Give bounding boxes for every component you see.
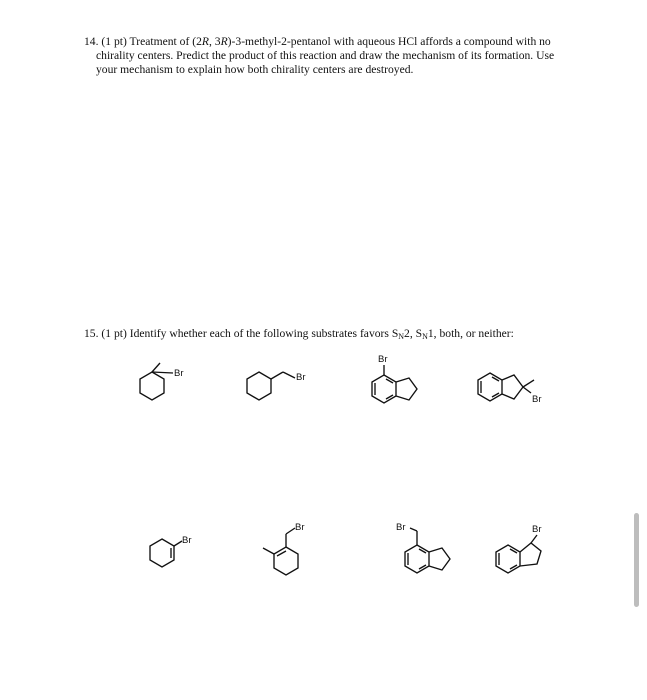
question-15	[84, 327, 554, 341]
question-15-text-c: 1, both, or neither:	[427, 327, 514, 340]
substrate-5-structure	[140, 530, 210, 578]
substrate-6-br-label: Br	[295, 522, 305, 533]
question-15-text-b: 2, S	[404, 327, 423, 340]
question-14-text-b: , 3	[208, 35, 221, 48]
subscript-n-1: N	[398, 332, 405, 341]
substrate-3-structure	[362, 352, 432, 412]
question-14-text-a: Treatment of (2	[129, 35, 202, 48]
question-15-points: (1 pt)	[101, 327, 127, 340]
substrate-2-br-label: Br	[296, 372, 306, 383]
substrate-4-structure	[468, 360, 553, 410]
subscript-n-2: N	[422, 332, 428, 341]
stereo-descriptor-r1: R	[201, 35, 209, 48]
substrate-1-br-label: Br	[174, 368, 184, 379]
question-15-number: 15.	[84, 327, 99, 340]
substrate-6-structure	[255, 518, 325, 582]
substrate-4-br-label: Br	[532, 394, 542, 405]
question-14-number: 14.	[84, 35, 99, 48]
question-14-text-c: )-3-methyl-2-pentanol with aqueous HCl affords a compound with no chirality centers. Predict the product of this reaction and draw the mechanism of its formation. Use your mechanism to explain how both chirality centers are destroyed.	[96, 35, 555, 77]
stereo-descriptor-r2: R	[220, 35, 228, 48]
question-14-text	[84, 35, 559, 78]
substrate-8-br-label: Br	[532, 524, 542, 535]
substrate-3-br-label: Br	[378, 354, 388, 365]
substrate-5-br-label: Br	[182, 535, 192, 546]
substrate-2-structure	[237, 360, 317, 410]
vertical-scrollbar[interactable]	[634, 513, 639, 607]
substrate-7-br-label: Br	[396, 522, 406, 533]
substrate-7-structure	[390, 518, 465, 582]
substrate-8-structure	[486, 518, 561, 582]
question-15-text-a: Identify whether each of the following substrates favors S	[129, 327, 399, 340]
question-14-points: (1 pt)	[101, 35, 127, 48]
question-14	[84, 35, 559, 78]
substrate-1-structure	[130, 358, 200, 412]
